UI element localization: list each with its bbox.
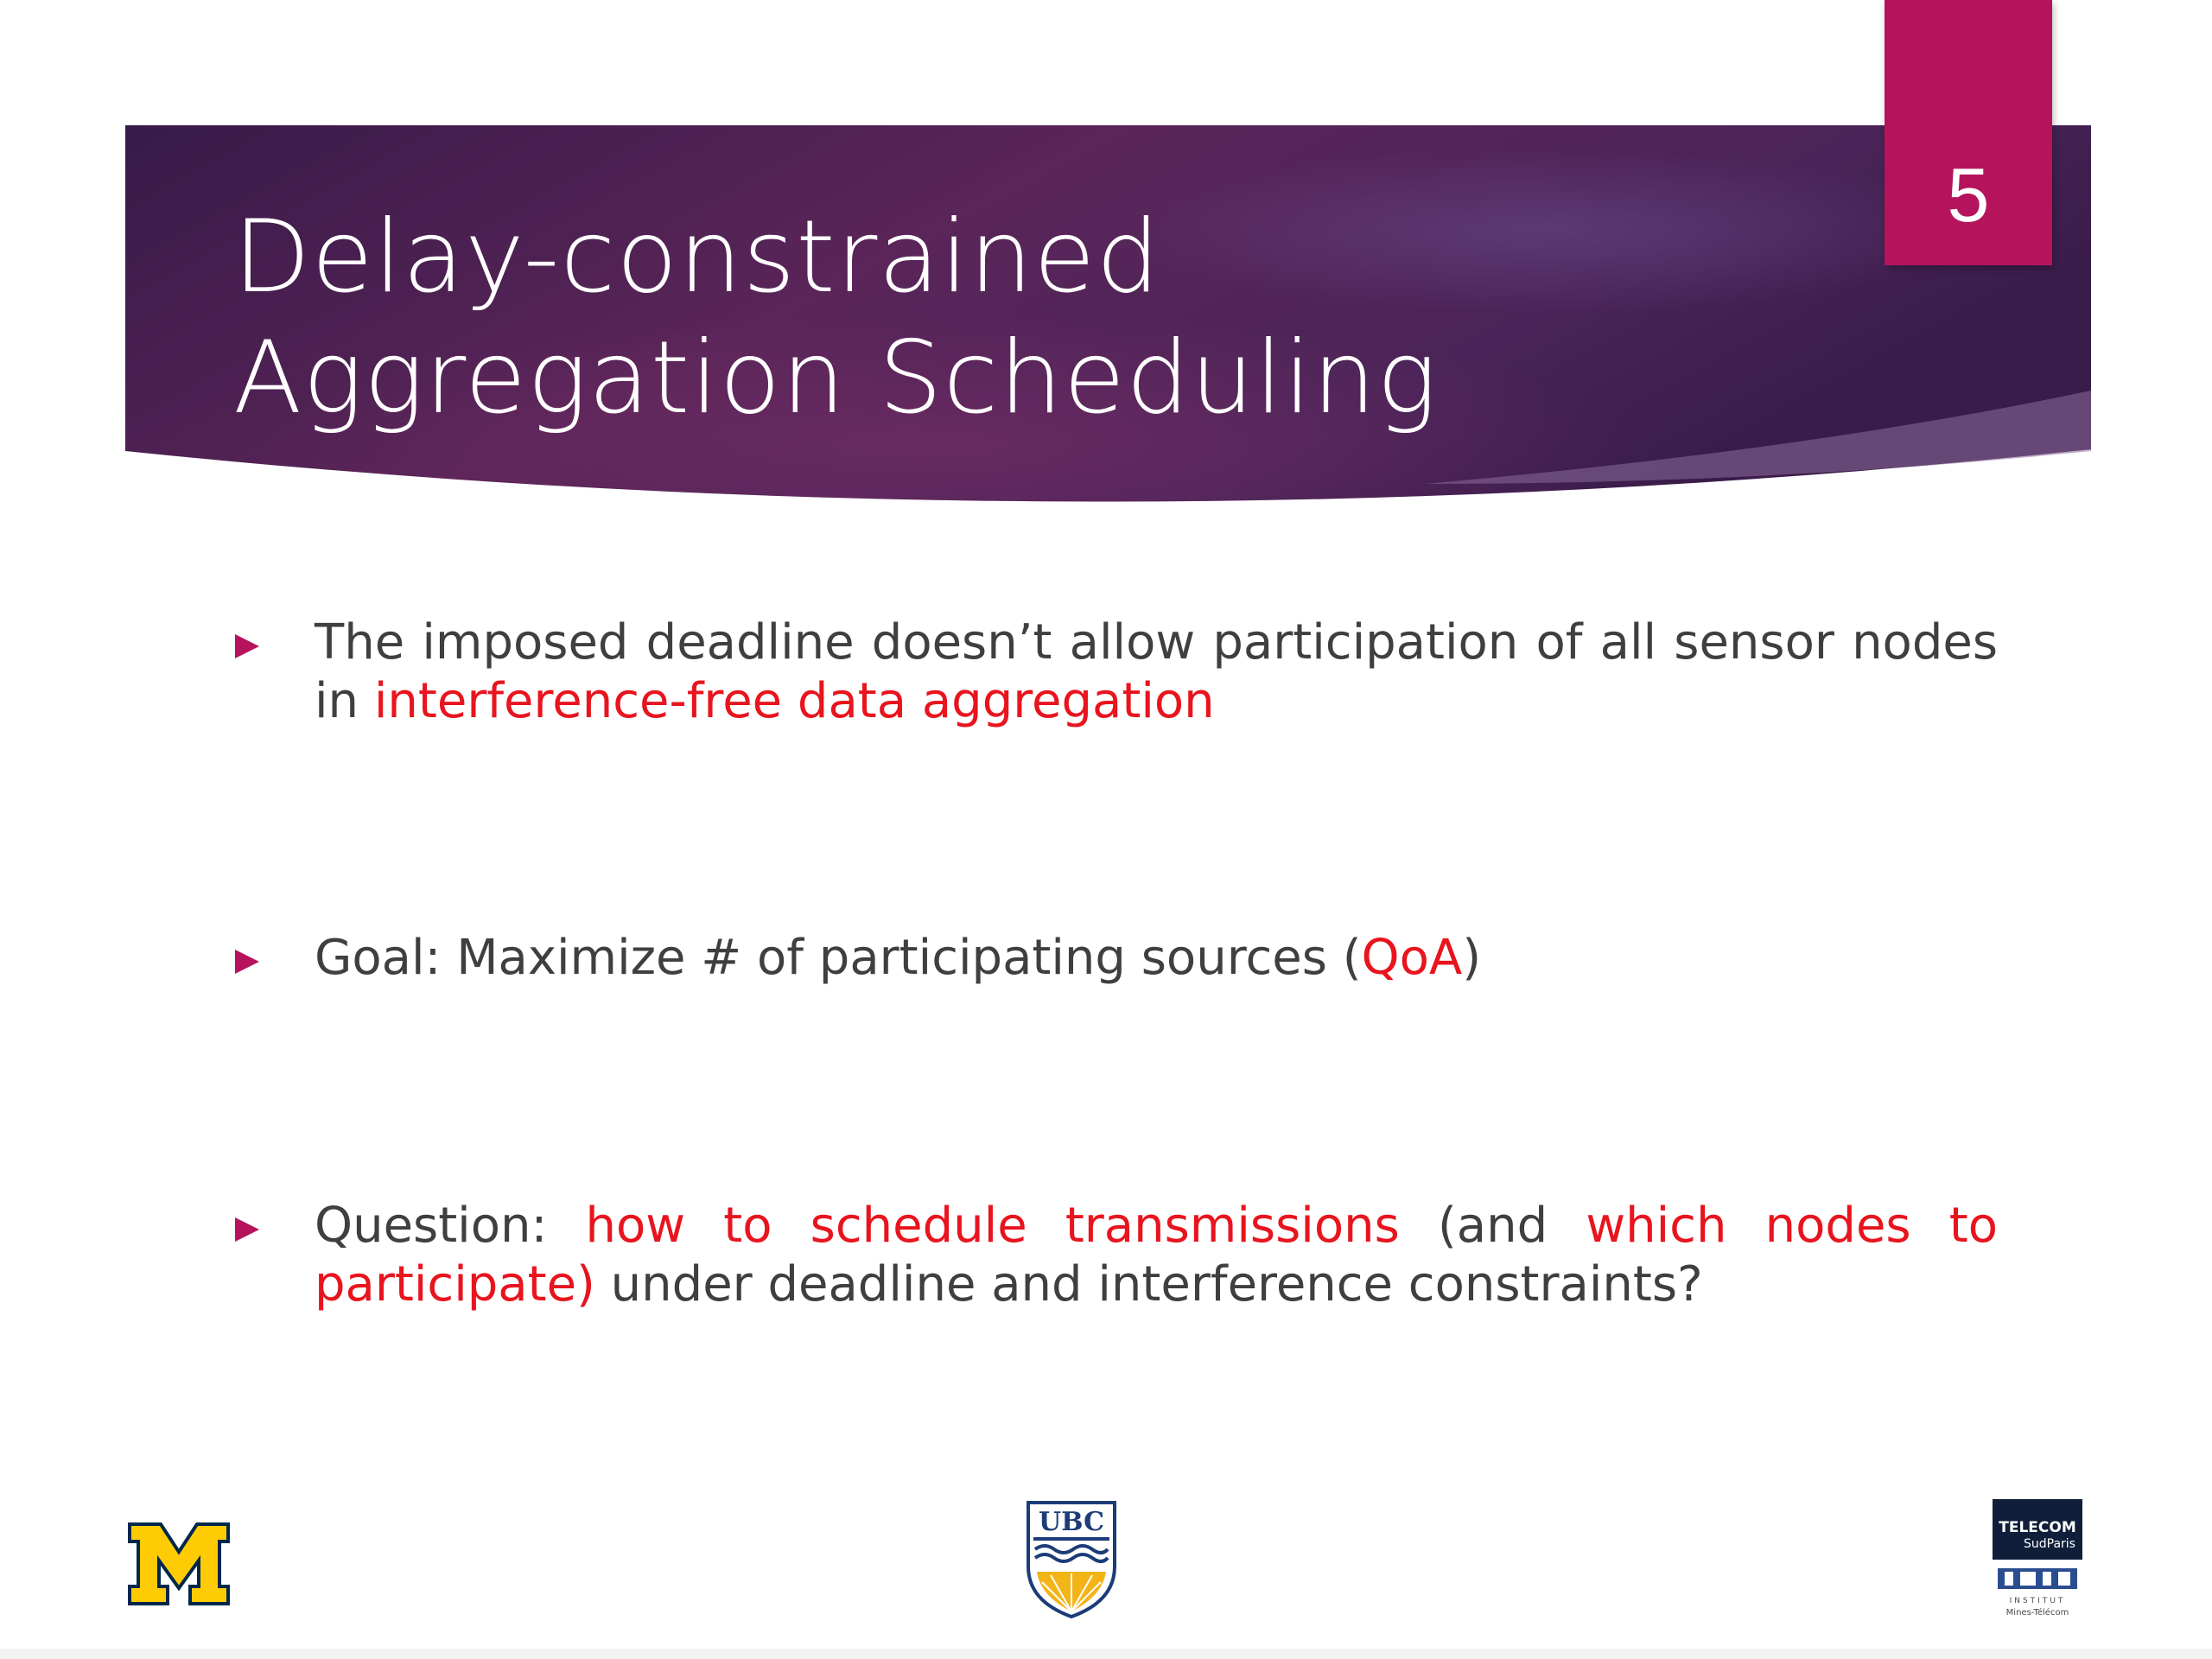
bullet-3-text-end: under deadline and interference constraints? — [594, 1256, 1703, 1313]
ubc-crest-icon — [1025, 1499, 1118, 1620]
ubc-logo-text: UBC — [1039, 1507, 1104, 1537]
bullet-2-highlight: QoA — [1361, 930, 1463, 986]
bullet-3-text: Question: — [315, 1198, 586, 1254]
slide-title-line-1: Delay-constrained — [233, 199, 1161, 315]
triangle-bullet-icon — [232, 631, 263, 662]
slide-title-line-2: Aggregation Scheduling — [233, 320, 1438, 436]
telecom-logo-line3: INSTITUT — [2009, 1597, 2066, 1605]
page-number-tab — [1885, 0, 2052, 265]
bullet-text-2 — [315, 929, 1998, 988]
telecom-logo-line1: TELECOM — [1999, 1519, 2076, 1536]
bullet-1-highlight: interference-free data aggregation — [373, 673, 1215, 729]
bullet-item-1 — [232, 613, 1998, 734]
bullet-2-text-end: ) — [1462, 930, 1482, 986]
telecom-logo-line4: Mines-Télécom — [2005, 1608, 2069, 1618]
bullet-3-highlight-2: which nodes to participate) — [315, 1198, 1998, 1313]
bullet-3-text-mid: (and — [1399, 1198, 1586, 1254]
university-of-michigan-block-m-icon — [128, 1522, 230, 1605]
bullet-item-2 — [232, 929, 1998, 998]
bullet-text-3 — [315, 1197, 1998, 1314]
bottom-strip — [0, 1649, 2212, 1659]
slide-title — [233, 197, 1789, 439]
bullet-item-3 — [232, 1197, 1998, 1318]
triangle-bullet-icon — [232, 946, 263, 977]
triangle-bullet-icon — [232, 1214, 263, 1245]
telecom-sudparis-logo-icon — [1993, 1499, 2082, 1618]
bullet-3-highlight-1: how to schedule transmissions — [585, 1198, 1400, 1254]
telecom-logo-line2: SudParis — [2024, 1537, 2075, 1551]
page-number: 5 — [1947, 152, 1990, 238]
bullet-2-text: Goal: Maximize # of participating sources ( — [315, 930, 1362, 986]
bullet-1-text: The imposed deadline doesn’t allow participation of all sensor nodes in — [315, 614, 1998, 729]
bullet-text-1 — [315, 613, 1998, 731]
um-logo-letter: M — [178, 1573, 180, 1575]
